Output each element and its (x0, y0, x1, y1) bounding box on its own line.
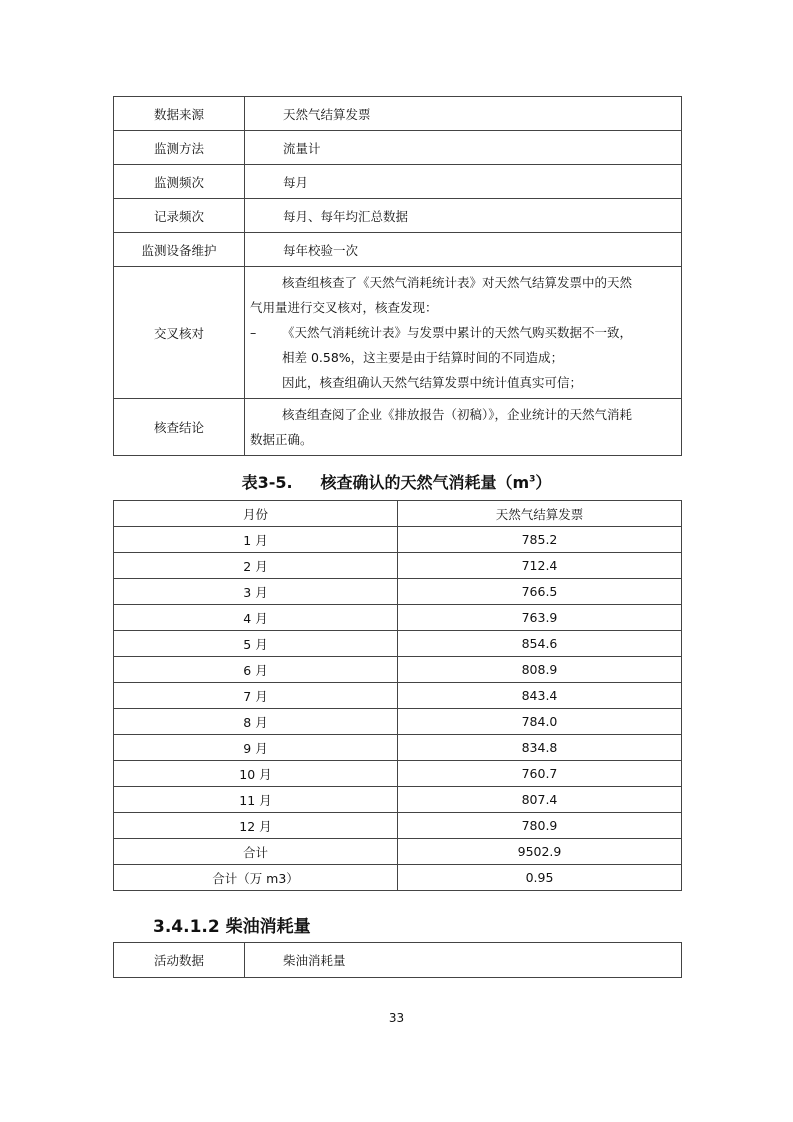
month-cell: 12 月 (114, 813, 398, 839)
info-label: 记录频次 (114, 199, 245, 233)
table-row (114, 683, 682, 709)
table-number: 表3-5. (241, 473, 293, 492)
month-cell: 10 月 (114, 761, 398, 787)
info-row-monitoring-method (114, 131, 682, 165)
activity-value: 柴油消耗量 (245, 943, 682, 978)
month-cell: 7 月 (114, 683, 398, 709)
total-label: 合计 (114, 839, 398, 865)
table-header-row (114, 501, 682, 527)
diesel-activity-table (113, 942, 682, 978)
natural-gas-consumption-table (113, 500, 682, 891)
info-label: 核查结论 (114, 399, 245, 456)
info-label: 数据来源 (114, 97, 245, 131)
value-cell: 766.5 (398, 579, 682, 605)
table-row (114, 709, 682, 735)
value-cell: 784.0 (398, 709, 682, 735)
conclusion-paragraph (245, 399, 682, 456)
month-cell: 8 月 (114, 709, 398, 735)
info-row-recording-frequency (114, 199, 682, 233)
value-cell: 807.4 (398, 787, 682, 813)
dash-bullet-mark: – (250, 325, 257, 340)
activity-label: 活动数据 (114, 943, 245, 978)
value-cell: 808.9 (398, 657, 682, 683)
table-row (114, 761, 682, 787)
info-row-conclusion (114, 399, 682, 456)
info-value: 每月 (245, 165, 682, 199)
info-value: 天然气结算发票 (245, 97, 682, 131)
table-row (114, 553, 682, 579)
conclusion-line: 数据正确。 (250, 432, 313, 447)
total-value: 0.95 (398, 865, 682, 891)
info-value: 每月、每年均汇总数据 (245, 199, 682, 233)
info-label: 交叉核对 (114, 267, 245, 399)
value-cell: 854.6 (398, 631, 682, 657)
info-row-cross-check (114, 267, 682, 399)
info-label: 监测方法 (114, 131, 245, 165)
cross-check-line: 气用量进行交叉核对，核查发现： (250, 300, 438, 315)
value-cell: 712.4 (398, 553, 682, 579)
table-row (114, 787, 682, 813)
total-label: 合计（万 m3） (114, 865, 398, 891)
value-cell: 760.7 (398, 761, 682, 787)
column-header-month: 月份 (114, 501, 398, 527)
table-title: 核查确认的天然气消耗量（m (320, 473, 530, 492)
unit-superscript: 3 (529, 474, 536, 485)
month-cell: 11 月 (114, 787, 398, 813)
table-row (114, 605, 682, 631)
table-title-close: ） (535, 473, 552, 492)
total-row-converted (114, 865, 682, 891)
verification-info-table (113, 96, 682, 456)
info-row-data-source (114, 97, 682, 131)
month-cell: 9 月 (114, 735, 398, 761)
month-cell: 1 月 (114, 527, 398, 553)
cross-check-line: 相差 0.58%，这主要是由于结算时间的不同造成； (282, 350, 564, 365)
section-heading: 3.4.1.2 柴油消耗量 (153, 917, 311, 937)
table-row (114, 657, 682, 683)
conclusion-line: 核查组查阅了企业《排放报告（初稿）》，企业统计的天然气消耗 (282, 407, 633, 422)
table-row (114, 813, 682, 839)
cross-check-paragraph (245, 267, 682, 399)
table-row (114, 735, 682, 761)
table-caption (0, 470, 793, 493)
value-cell: 834.8 (398, 735, 682, 761)
month-cell: 5 月 (114, 631, 398, 657)
month-cell: 4 月 (114, 605, 398, 631)
table-row (114, 579, 682, 605)
cross-check-bullet (250, 320, 673, 345)
info-value: 流量计 (245, 131, 682, 165)
total-value: 9502.9 (398, 839, 682, 865)
info-label: 监测频次 (114, 165, 245, 199)
table-row (114, 631, 682, 657)
cross-check-line: 《天然气消耗统计表》与发票中累计的天然气购买数据不一致， (282, 325, 633, 340)
page-number: 33 (388, 1011, 405, 1025)
value-cell: 843.4 (398, 683, 682, 709)
cross-check-line: 核查组核查了《天然气消耗统计表》对天然气结算发票中的天然 (282, 275, 633, 290)
info-row-equipment-maintenance (114, 233, 682, 267)
value-cell: 785.2 (398, 527, 682, 553)
value-cell: 780.9 (398, 813, 682, 839)
cross-check-line: 因此，核查组确认天然气结算发票中统计值真实可信； (282, 375, 583, 390)
total-row (114, 839, 682, 865)
month-cell: 3 月 (114, 579, 398, 605)
value-cell: 763.9 (398, 605, 682, 631)
column-header-invoice: 天然气结算发票 (398, 501, 682, 527)
month-cell: 6 月 (114, 657, 398, 683)
info-value: 每年校验一次 (245, 233, 682, 267)
table-row (114, 527, 682, 553)
info-label: 监测设备维护 (114, 233, 245, 267)
activity-row (114, 943, 682, 978)
info-row-monitoring-frequency (114, 165, 682, 199)
month-cell: 2 月 (114, 553, 398, 579)
